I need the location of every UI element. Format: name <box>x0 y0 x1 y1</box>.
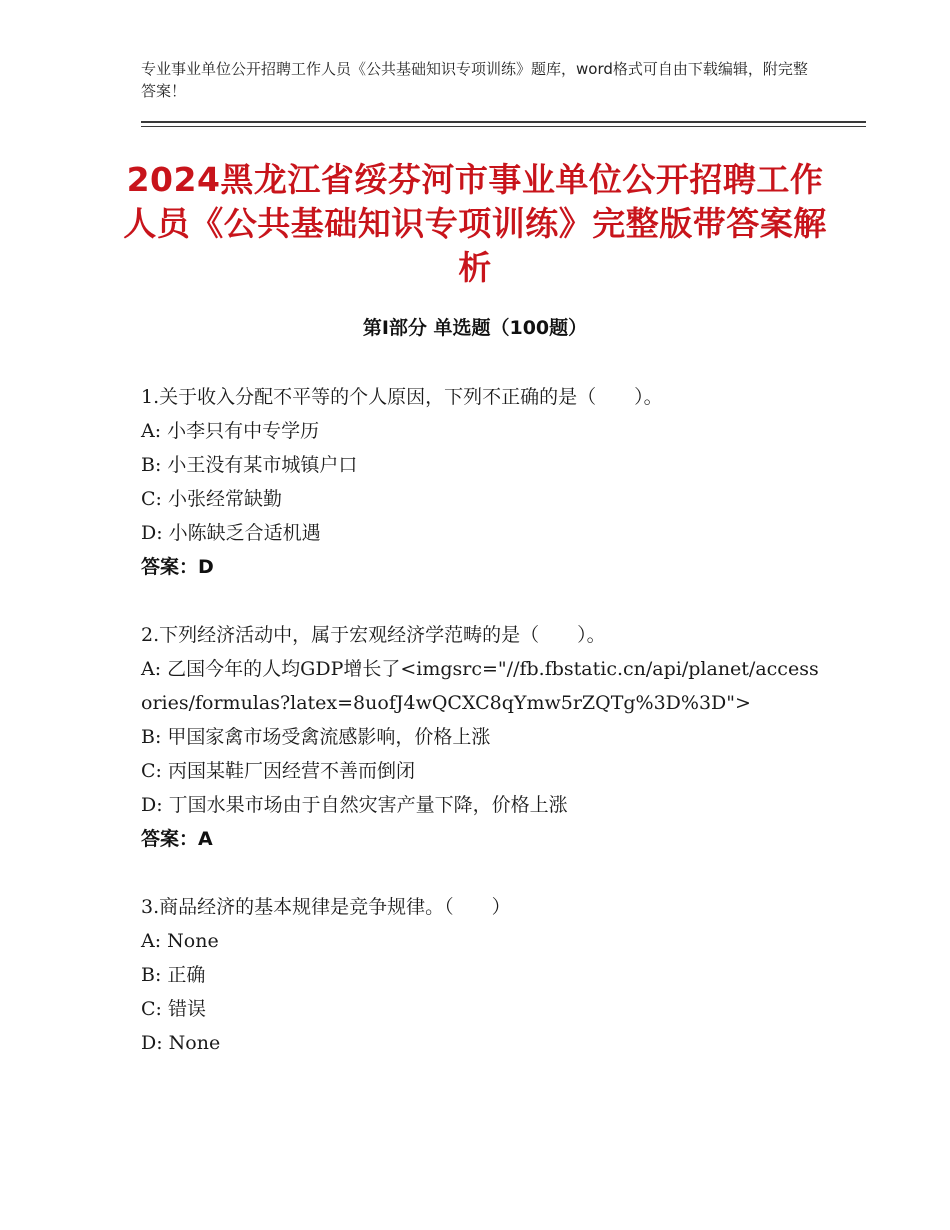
header-rule-thin <box>141 126 866 127</box>
document-title: 2024黑龙江省绥芬河市事业单位公开招聘工作人员《公共基础知识专项训练》完整版带答案解析 <box>123 160 827 287</box>
option-b: B: 甲国家禽市场受禽流感影响，价格上涨 <box>141 726 491 748</box>
header-rule-thick <box>141 121 866 123</box>
option-c: C: 错误 <box>141 998 206 1020</box>
option-d: D: 小陈缺乏合适机遇 <box>141 522 321 544</box>
question-1 <box>141 380 821 584</box>
question-stem: 3.商品经济的基本规律是竞争规律。（ ） <box>141 896 511 918</box>
answer-line: 答案：D <box>141 556 214 578</box>
answer-line: 答案：A <box>141 828 213 850</box>
page-header: 专业事业单位公开招聘工作人员《公共基础知识专项训练》题库，word格式可自由下载编辑，附完整答案！ <box>141 60 808 100</box>
section-title: 第Ⅰ部分 单选题（100题） <box>362 317 588 339</box>
option-b: B: 正确 <box>141 964 206 986</box>
option-b: B: 小王没有某市城镇户口 <box>141 454 358 476</box>
question-stem: 1.关于收入分配不平等的个人原因，下列不正确的是（ ）。 <box>141 386 663 408</box>
option-c: C: 小张经常缺勤 <box>141 488 282 510</box>
question-2 <box>141 618 821 856</box>
question-stem: 2.下列经济活动中，属于宏观经济学范畴的是（ ）。 <box>141 624 606 646</box>
option-d: D: 丁国水果市场由于自然灾害产量下降，价格上涨 <box>141 794 568 816</box>
option-a: A: None <box>141 930 219 952</box>
question-list <box>141 380 821 1094</box>
option-d: D: None <box>141 1032 221 1054</box>
question-3 <box>141 890 821 1060</box>
option-c: C: 丙国某鞋厂因经营不善而倒闭 <box>141 760 415 782</box>
option-a: A: 小李只有中专学历 <box>141 420 320 442</box>
option-a: A: 乙国今年的人均GDP增长了<imgsrc="//fb.fbstatic.cn/api/planet/accessories/formulas?latex=8uofJ4wQCXC8qYmw5rZQTg%3D%3D"> <box>141 658 819 714</box>
